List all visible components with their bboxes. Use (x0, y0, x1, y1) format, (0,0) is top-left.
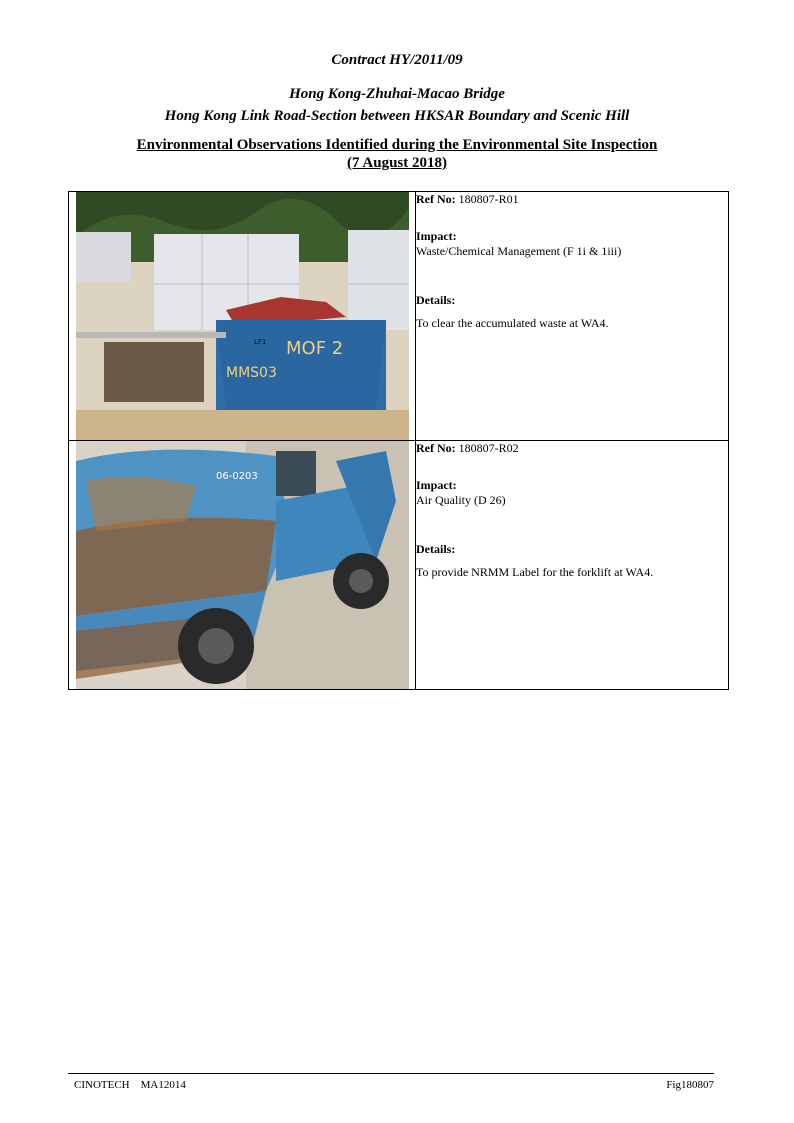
details-value: To provide NRMM Label for the forklift at WA4. (416, 565, 654, 579)
skip-label-2: MMS03 (226, 365, 277, 381)
photo-cell (69, 441, 416, 690)
observation-row (69, 192, 729, 441)
ref-number: 180807-R02 (458, 441, 519, 455)
observation-info (416, 192, 729, 441)
skip-label-1: MOF 2 (286, 338, 344, 359)
skip-tag: LF1 (254, 338, 267, 346)
ref-label: Ref No: (416, 441, 456, 455)
report-title: Environmental Observations Identified during the Environmental Site Inspection (136, 137, 658, 153)
figure-reference: Fig180807 (666, 1079, 714, 1091)
doc-code: MA12014 (140, 1079, 186, 1091)
ref-label: Ref No: (416, 192, 456, 206)
observation-row (69, 441, 729, 690)
impact-label: Impact: (416, 229, 457, 243)
observation-info (416, 441, 729, 690)
ref-number: 180807-R01 (458, 192, 519, 206)
waste-skip-photo (76, 192, 409, 440)
photo-cell (69, 192, 416, 441)
forklift-photo (76, 441, 409, 689)
forklift-number: 06-0203 (216, 471, 258, 482)
observations-table (68, 191, 729, 690)
inspection-date: (7 August 2018) (346, 155, 447, 171)
impact-value: Waste/Chemical Management (F 1i & 1iii) (416, 244, 622, 258)
footer-divider (68, 1073, 714, 1074)
section-name: Hong Kong Link Road-Section between HKSAR Boundary and Scenic Hill (164, 108, 630, 124)
contract-number: Contract HY/2011/09 (331, 52, 463, 68)
project-name: Hong Kong-Zhuhai-Macao Bridge (289, 86, 505, 102)
impact-value: Air Quality (D 26) (416, 493, 506, 507)
details-label: Details: (416, 293, 456, 307)
details-label: Details: (416, 542, 456, 556)
footer-left (74, 1079, 186, 1091)
details-value: To clear the accumulated waste at WA4. (416, 316, 609, 330)
company-name: CINOTECH (74, 1079, 130, 1091)
impact-label: Impact: (416, 478, 457, 492)
